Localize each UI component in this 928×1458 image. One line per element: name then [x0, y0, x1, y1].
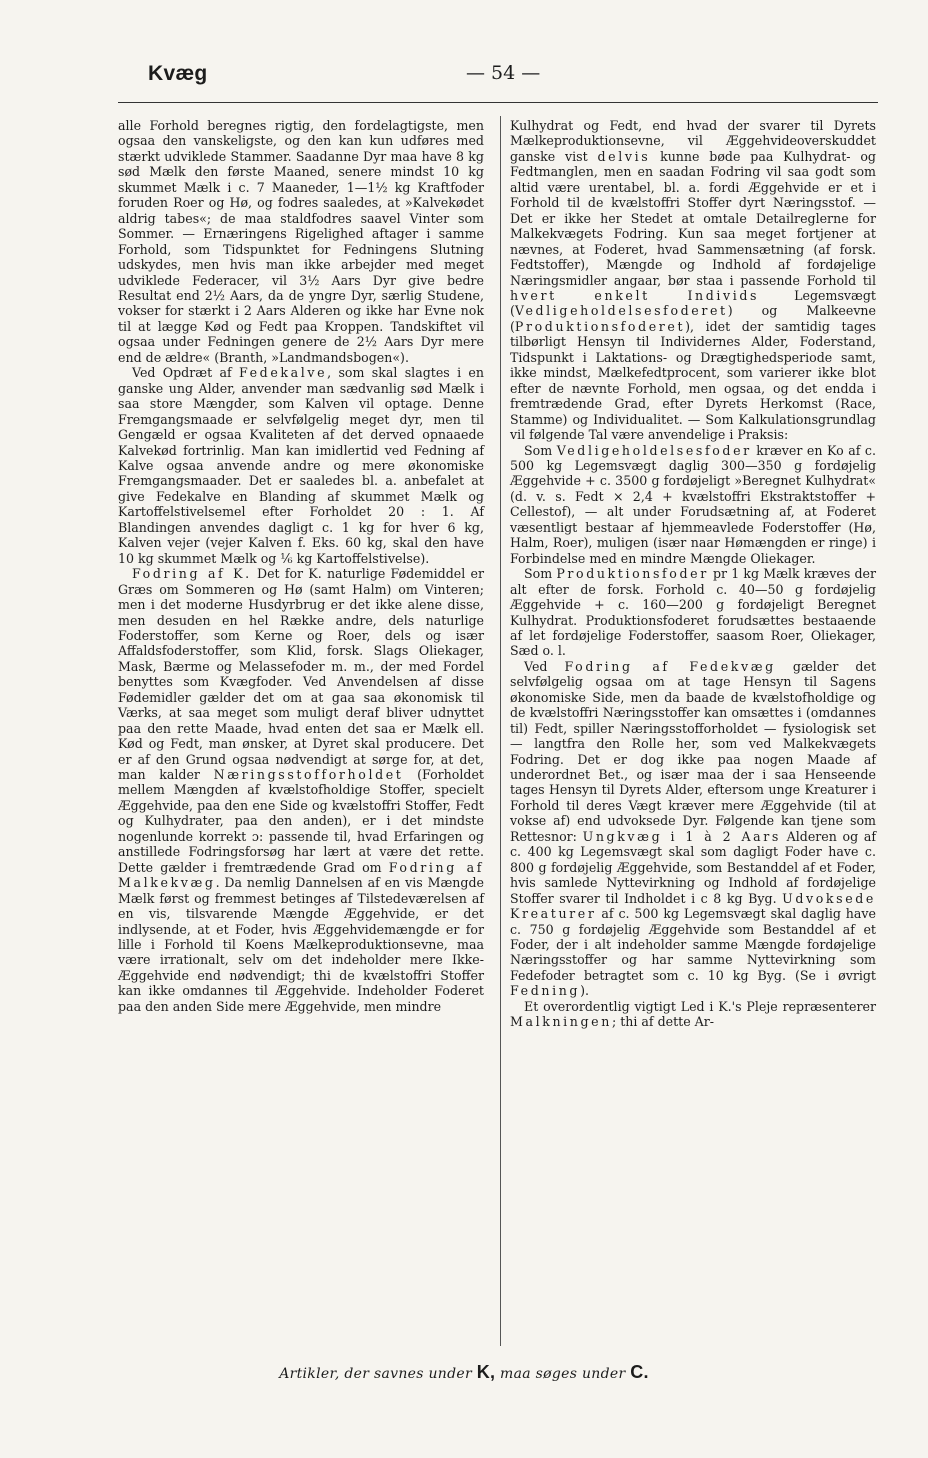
spaced-term: Fedning	[510, 983, 581, 999]
paragraph-1: alle Forhold beregnes rigtig, den fordelagtigste, men ogsaa den vanskeligste, og den kan kun udføres med stærkt udviklede Stammer. Saadanne Dyr maa have 8 kg sød Mælk den første Maaned, senere mindst 10 kg skummet Mælk i c. 7 Maaneder, 1—1½ kg Kraftfoder foruden Roer og Hø, og fodres saaledes, at »Kalvekødet aldrig tabes«; de maa staldfodres saavel Vinter som Sommer. — Ernæringens Rigelighed aftager i samme Forhold, som Tidspunktet for Fedningens Slutning udskydes, men hvis man ikke arbejder med meget udviklede Federacer, vil 3½ Aars Dyr give bedre Resultat end 2½ Aars, da de yngre Dyr, særlig Studene, vokser for stærkt i 2 Aars Alderen og ikke har Evne nok til at lægge Kød og Fedt paa Kroppen. Tandskiftet vil ogsaa under Fedningen genere de 2½ Aars Dyr mere end de ældre« (Branth, »Landmandsbogen«).	[118, 118, 484, 365]
column-rule	[500, 116, 501, 1346]
right-column	[510, 118, 876, 1030]
paragraph-malkning: Et overordentlig vigtigt Led i K.'s Pleje repræsenterer Malkningen; thi af dette Ar-	[510, 998, 876, 1030]
footer-text: Artikler, der savnes under	[279, 1366, 477, 1382]
spaced-term: Ungkvæg i 1 à 2 Aars	[582, 828, 781, 844]
paragraph-continued: Kulhydrat og Fedt, end hvad der svarer til Dyrets Mælkeproduktionsevne, vil Æggehvideoverskuddet ganske vist delvis kunne bøde paa Kulhydrat- og Fedtmanglen, men en saadan Fodring vil saa godt som altid være urentabel, bl. a. fordi Æggehvide er et i Forhold til de kvælstoffri Stoffer dyrt Næringsstof. — Det er ikke her Stedet at omtale Detailreglerne for Malkekvægets Fodring. Kun saa meget fortjener at nævnes, at Foderet, hvad Sammensætning (af forsk. Fedtstoffer), Mængde og Indhold af fordøjelige Næringsmidler angaar, bør staa i passende Forhold til hvert enkelt Individs Legemsvægt (Vedligeholdelsesfoderet) og Malkeevne (Produktionsfoderet), idet der samtidig tages tilbørligt Hensyn til Individernes Alder, Foderstand, Tidspunkt i Laktations- og Drægtighedsperiode samt, ikke mindst, Mælkefedtprocent, som varierer ikke blot efter de nævnte Forhold, men ogsaa, og det endda i fremtrædende Grad, efter Dyrets Herkomst (Race, Stamme) og Individualitet. — Som Kalkulationsgrundlag vil følgende Tal være anvendelige i Praksis:	[510, 118, 876, 443]
spaced-term: Vedligeholdelsesfoderet	[514, 303, 728, 319]
spaced-term: Produktionsfoderet	[514, 318, 686, 334]
footer-letter-k: K,	[476, 1362, 496, 1382]
left-column	[118, 118, 484, 1014]
page-header	[148, 62, 878, 102]
running-head: Kvæg	[148, 62, 208, 85]
paragraph-fodring: Fodring af K. Det for K. naturlige Fødemiddel er Græs om Sommeren og Hø (samt Halm) om Vinteren; men i det moderne Husdyrbrug er det ikke alene disse, men desuden en hel Række andre, dels naturlige Foderstoffer, som Kerne og Roer, dels og især Affaldsfoderstoffer, som Klid, forsk. Slags Oliekager, Mask, Bærme og Melassefoder m. m., der med Fordel benyttes som Kvægfoder. Ved Anvendelsen af disse Fødemidler gælder det om at gaa saa økonomisk til Værks, at saa meget som muligt deraf bliver udnyttet paa den rette Maade, hvad enten det saa er Mælk ell. Kød og Fedt, man ønsker, at Dyret skal producere. Det er af den Grund ogsaa nødvendigt at sørge for, at det, man kalder Næringsstofforholdet (Forholdet mellem Mængden af kvælstofholdige Stoffer, specielt Æggehvide, paa den ene Side og kvælstoffri Stoffer, Fedt og Kulhydrater, paa den anden), er i det mindste nogenlunde korrekt ɔ: passende til, hvad Erfaringen og anstillede Fodringsforsøg har lært at være det rette. Dette gælder i fremtrædende Grad om Fodring af Malkekvæg. Da nemlig Dannelsen af en vis Mængde Mælk først og fremmest betinges af Tilstedeværelsen af en vis, tilsvarende Mængde Æggehvide, er det indlysende, at et Foder, hvis Æggehvidemængde er for lille i Forhold til Koens Mælkeproduktionsevne, maa være irrationalt, selv om det indeholder mere Ikke-Æggehvide end nødvendigt; thi de kvælstoffri Stoffer kan ikke omdannes til Æggehvide. Indeholder Foderet paa den anden Side mere Æggehvide, men mindre	[118, 566, 484, 1014]
page-number: — 54 —	[466, 62, 541, 84]
spaced-term: hvert enkelt Individs	[510, 287, 760, 303]
spaced-term: Vedligeholdelsesfoder	[556, 442, 752, 458]
spaced-term: Næringsstofforholdet	[213, 767, 404, 783]
spaced-term: Udvoksede Kreaturer	[510, 890, 876, 922]
spaced-term: Fodring af K.	[132, 566, 252, 582]
paragraph-produktion: Som Produktionsfoder pr 1 kg Mælk kræves der alt efter de forsk. Forhold c. 40—50 g fordøjelig Æggehvide + c. 160—200 g fordøjeligt Beregnet Kulhydrat. Produktionsfoderet forudsættes bestaaende af let fordøjelige Foderstoffer, saasom Roer, Oliekager, Sæd o. l.	[510, 566, 876, 659]
header-rule	[118, 102, 878, 103]
spaced-term: delvis	[597, 148, 651, 164]
spaced-term: Produktionsfoder	[556, 566, 709, 582]
page-footer	[0, 1362, 928, 1383]
paragraph-fedekvaeg: Ved Fodring af Fedekvæg gælder det selvfølgelig ogsaa om at tage Hensyn til Sagens økonomiske Side, men da baade de kvælstofholdige og de kvælstoffri Næringsstoffer kan omsættes i (omdannes til) Fedt, spiller Næringsstofforholdet — fysiologisk set — langtfra den Rolle her, som ved Malkekvægets Fodring. Det er dog ikke paa nogen Maade af underordnet Bet., og især maa der i saa Henseende tages Hensyn til Dyrets Alder, eftersom unge Kreaturer i Forhold til deres Vægt kræver mere Æggehvide (til at vokse af) end udvoksede Dyr. Følgende kan tjene som Rettesnor: Ungkvæg i 1 à 2 Aars Alderen og af c. 400 kg Legemsvægt skal som dagligt Foder have c. 800 g fordøjelig Æggehvide, som Bestanddel af et Foder, hvis samlede Nyttevirkning og Indhold af fordøjelige Stoffer svarer til Indholdet i c 8 kg Byg. Udvoksede Kreaturer af c. 500 kg Legemsvægt skal daglig have c. 750 g fordøjelig Æggehvide som Bestanddel af et Foder, der i alt indeholder samme Mængde fordøjelige Næringsstoffer og har samme Nyttevirkning som Fedefoder betragtet som c. 10 kg Byg. (Se i øvrigt Fedning).	[510, 658, 877, 999]
spaced-term: Fodring af Malkekvæg	[118, 859, 484, 891]
paragraph-vedligeholdelse: Som Vedligeholdelsesfoder kræver en Ko af c. 500 kg Legemsvægt daglig 300—350 g fordøjelig Æggehvide + c. 3500 g fordøjeligt »Beregnet Kulhydrat« (d. v. s. Fedt × 2,4 + kvælstoffri Ekstraktstoffer + Cellestof), — alt under Forudsætning af, at Foderet væsentligt bestaar af hjemmeavlede Foderstoffer (Hø, Halm, Roer), muligen (især naar Hømængden er ringe) i Forbindelse med en mindre Mængde Oliekager.	[510, 442, 876, 566]
spaced-term: Fodring af Fedekvæg	[564, 658, 776, 674]
footer-letter-c: C.	[630, 1362, 649, 1382]
spaced-term: Malkningen	[510, 1014, 612, 1030]
footer-text: maa søges under	[495, 1366, 631, 1382]
paragraph-fedekalve: Ved Opdræt af Fedekalve, som skal slagtes i en ganske ung Alder, anvender man sædvanlig sød Mælk i saa store Mængder, som Kalven vil optage. Denne Fremgangsmaade er selvfølgelig meget dyr, men til Gengæld er ogsaa Kvaliteten af det derved opnaaede Kalvekød fortrinlig. Man kan imidlertid ved Fedning af Kalve ogsaa anvende andre og mere økonomiske Fremgangsmaader. Det er saaledes bl. a. anbefalet at give Fedekalve en Blanding af skummet Mælk og Kartoffelstivelsemel efter Forholdet 20 : 1. Af Blandingen anvendes dagligt c. 1 kg for hver 6 kg, Kalven vejer (vejer Kalven f. Eks. 60 kg, skal den have 10 kg skummet Mælk og ⅙ kg Kartoffelstivelse).	[118, 365, 484, 566]
spaced-term: Fedekalve	[238, 365, 328, 381]
